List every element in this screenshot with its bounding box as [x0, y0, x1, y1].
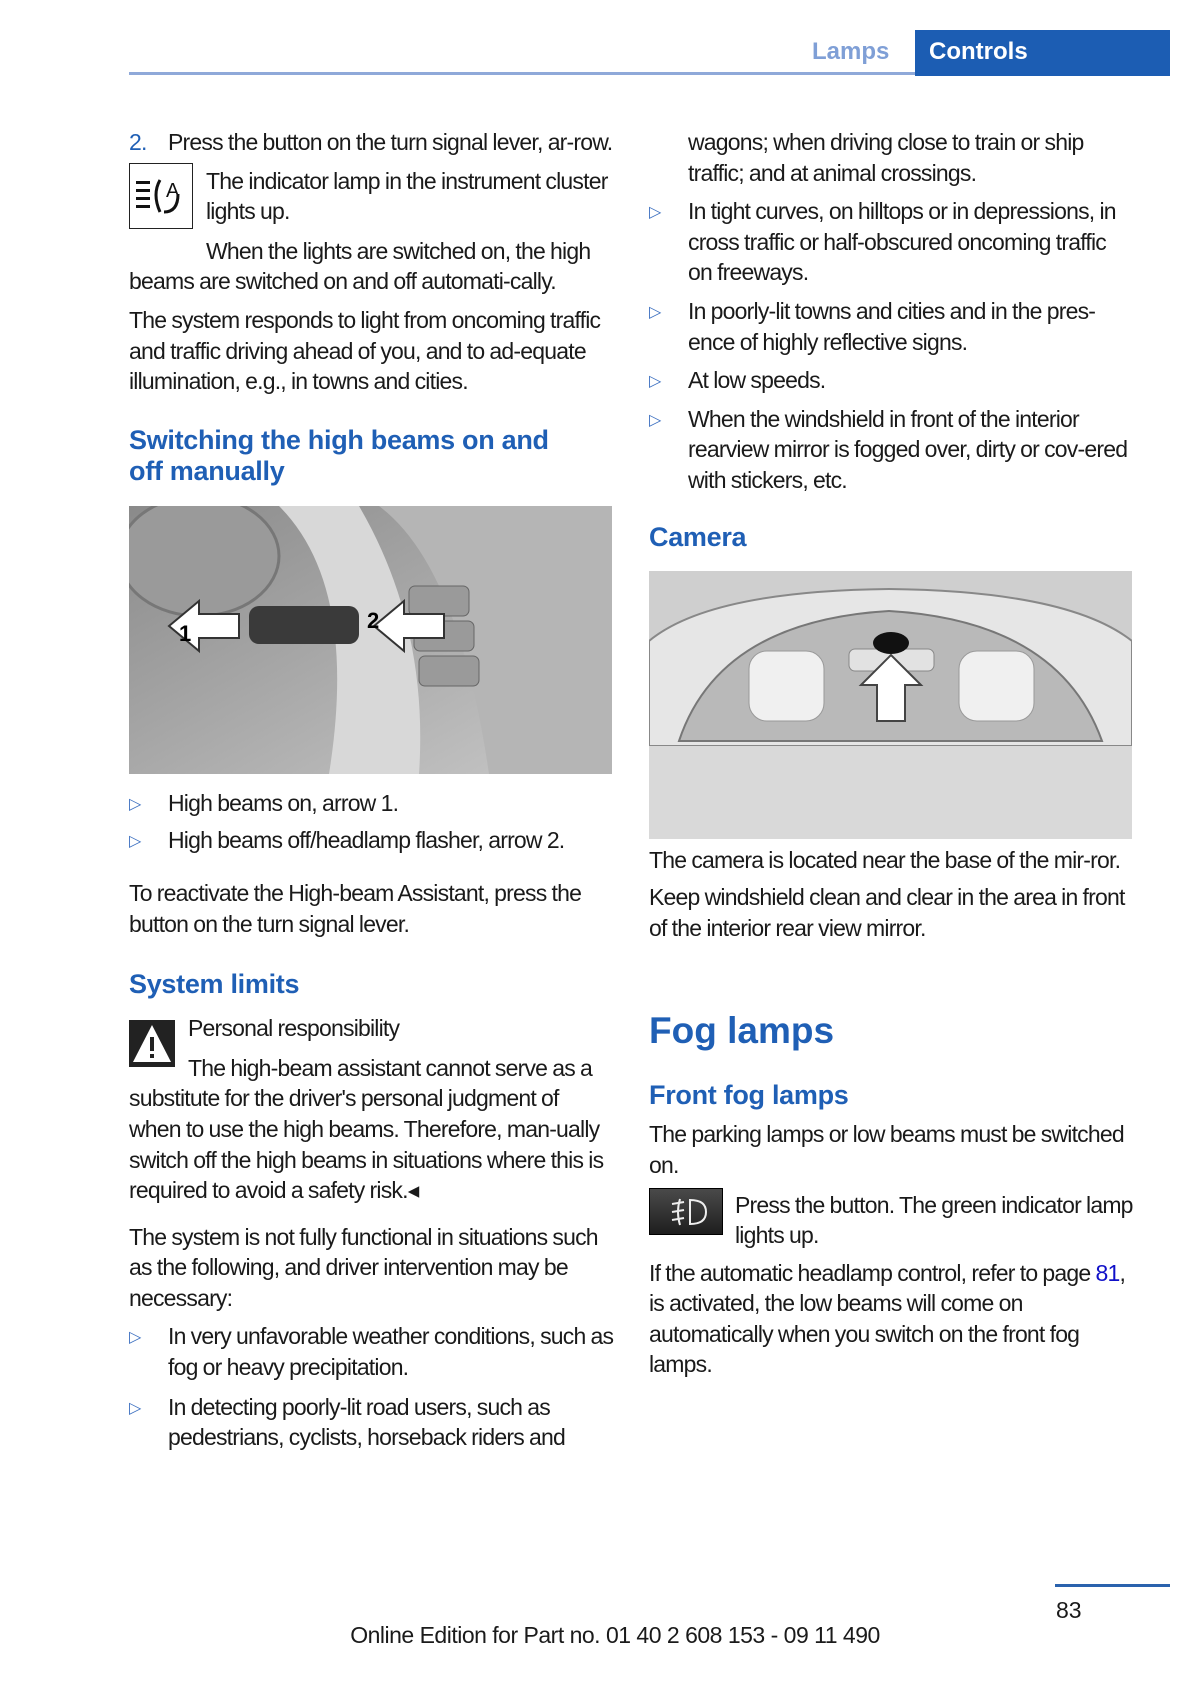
lever-label-1: 1	[179, 620, 192, 646]
svg-text:A: A	[166, 179, 179, 202]
list-item-text: In poorly-lit towns and cities and in the pres-ence of highly reflective signs.	[688, 297, 1096, 355]
page-number: 83	[1056, 1597, 1082, 1623]
list-item	[649, 365, 1134, 396]
step-text: Press the button on the turn signal lever, ar-row.	[168, 129, 613, 155]
manual-heading: Switching the high beams on and off manually	[129, 424, 549, 486]
list-item-text: In very unfavorable weather conditions, such as fog or heavy precipitation.	[168, 1323, 614, 1381]
auto-text	[129, 236, 614, 297]
list-item-text: In tight curves, on hilltops or in depressions, in cross traffic or half-obscured oncoming traffic on freeways.	[688, 198, 1116, 286]
high-beam-assistant-icon	[129, 163, 193, 229]
warning-text	[129, 1053, 614, 1206]
parking-text: The parking lamps or low beams must be switched on.	[649, 1121, 1124, 1178]
list-item	[129, 1392, 614, 1453]
header-chapter: Controls	[929, 38, 1028, 65]
list-item	[649, 404, 1134, 496]
auto-headlamp-text-post: , is activated, the low beams will come on automatically when you switch on the front fog lamps.	[649, 1259, 1126, 1378]
responds-text: The system responds to light from oncoming traffic and traffic driving ahead of you, and to ad-equate illumination, e.g., in towns and cities.	[129, 306, 601, 395]
camera-location-image	[649, 571, 1132, 839]
step-2	[129, 127, 614, 158]
auto-text-content: When the lights are switched on, the high beams are switched on and off automati-cally.	[129, 237, 591, 295]
list-item	[129, 1321, 614, 1382]
list-item-text: High beams on, arrow 1.	[168, 789, 399, 816]
right-column	[649, 127, 1134, 1380]
page-81-link[interactable]: 81	[1095, 1259, 1120, 1286]
warning-icon	[129, 1020, 175, 1067]
press-block	[649, 1190, 1134, 1251]
list-item	[129, 788, 614, 819]
list-item-text: At low speeds.	[688, 367, 826, 394]
triangle-bullet-icon: ▷	[129, 1399, 142, 1417]
continuation-text	[649, 127, 1134, 188]
auto-headlamp-text	[649, 1258, 1134, 1380]
warning-title-block	[129, 1013, 614, 1044]
triangle-bullet-icon: ▷	[129, 1329, 142, 1347]
list-item	[649, 296, 1134, 357]
press-text: Press the button. The green indicator lamp lights up.	[735, 1191, 1133, 1249]
header-chapter-tab	[915, 30, 1170, 76]
auto-headlamp-text-pre: If the automatic headlamp control, refer to page	[649, 1259, 1096, 1286]
camera-text-2: Keep windshield clean and clear in the area in front of the interior rear view mirror.	[649, 884, 1125, 941]
triangle-bullet-icon: ▷	[649, 204, 662, 222]
lever-label-2: 2	[367, 607, 380, 633]
limits-intro: The system is not fully functional in situations such as the following, and driver intervention may be necessary:	[129, 1223, 598, 1311]
fog-lamps-heading: Fog lamps	[649, 1010, 835, 1052]
triangle-bullet-icon: ▷	[129, 833, 142, 851]
list-item	[129, 825, 614, 856]
header-section: Lamps	[812, 38, 890, 65]
triangle-bullet-icon: ▷	[649, 303, 662, 321]
list-item	[649, 196, 1134, 288]
continuation-content: wagons; when driving close to train or ship traffic; and at animal crossings.	[688, 129, 1084, 186]
fog-lamp-button-icon	[649, 1188, 723, 1235]
list-item-text: When the windshield in front of the interior rearview mirror is fogged over, dirty or cov-ered with stickers, etc.	[688, 405, 1128, 493]
step-number: 2.	[129, 129, 147, 155]
front-fog-heading: Front fog lamps	[649, 1080, 849, 1111]
reactivate-text: To reactivate the High-beam Assistant, press the button on the turn signal lever.	[129, 879, 582, 937]
list-item-text: In detecting poorly-lit road users, such as pedestrians, cyclists, horseback riders and	[168, 1393, 565, 1451]
list-item-text: High beams off/headlamp flasher, arrow 2.	[168, 827, 565, 854]
camera-text-1: The camera is located near the base of the mir-ror.	[649, 846, 1121, 873]
triangle-bullet-icon: ▷	[649, 411, 662, 429]
warning-text-content: The high-beam assistant cannot serve as a substitute for the driver's personal judgment of when to use the high beams. Therefore, man-ually switch off the high beams in situations where this is required to avoid a safety risk.◂	[129, 1054, 604, 1204]
indicator-block	[129, 166, 614, 227]
camera-heading: Camera	[649, 521, 747, 552]
limits-heading: System limits	[129, 969, 300, 1000]
footer-rule	[1055, 1584, 1170, 1587]
footer-edition: Online Edition for Part no. 01 40 2 608 153 - 09 11 490	[350, 1622, 880, 1648]
header-rule	[129, 72, 915, 75]
left-column	[129, 127, 614, 1453]
turn-signal-lever-image	[129, 506, 612, 774]
indicator-text: The indicator lamp in the instrument cluster lights up.	[206, 167, 608, 225]
warning-title: Personal responsibility	[188, 1015, 400, 1042]
triangle-bullet-icon: ▷	[649, 373, 662, 391]
triangle-bullet-icon: ▷	[129, 795, 142, 813]
